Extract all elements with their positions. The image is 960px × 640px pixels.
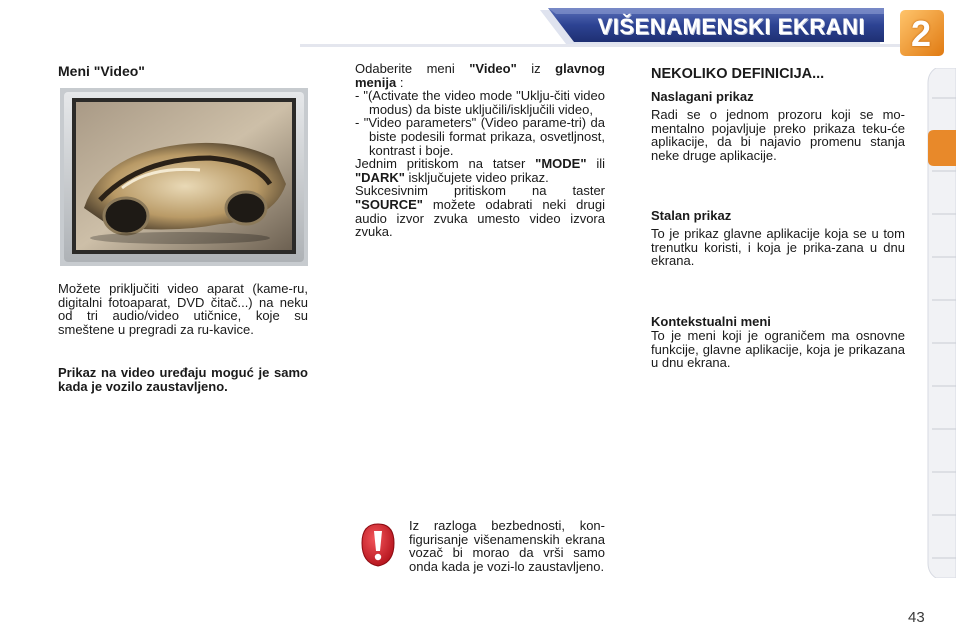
definitions-heading: NEKOLIKO DEFINICIJA... (651, 66, 825, 82)
source-line (355, 184, 605, 238)
chapter-tab-strip (926, 68, 956, 578)
exclamation-icon (360, 523, 396, 567)
definition-term: Kontekstualni meni (651, 314, 771, 329)
page-number: 43 (908, 609, 925, 626)
intro-prefix: Odaberite meni (355, 61, 455, 76)
chapter-number: 2 (910, 13, 932, 54)
mode-key-label: "MODE" (535, 156, 587, 172)
definition-text: To je meni koji je ograničem ma osnovne funkcije, glavne aplikacije, koja je prikazana u dnu ekrana. (651, 328, 905, 371)
intro-suffix: : (399, 74, 404, 90)
section-heading-video-menu: Meni "Video" (58, 63, 145, 79)
safety-warning-text: Iz razloga bezbednosti, kon-figurisanje višenamenskih ekrana vozač bi morao da vrši samo onda kada je vozi-lo zaustavljeno. (409, 518, 605, 574)
video-screen-image (60, 88, 308, 266)
source-prefix: Sukcesivnim pritiskom na taster (355, 183, 605, 199)
definition-text: To je prikaz glavne aplikacije koja se u tom trenutku koristi, i koja je prika-zana u dnu ekrana. (651, 226, 905, 269)
intro-main-menu-label: glavnog menija (355, 61, 605, 90)
dark-key-label: "DARK" (355, 169, 405, 185)
intro-mid: iz (531, 61, 541, 76)
page-title: VIŠENAMENSKI EKRANI (597, 14, 865, 39)
intro-video-label: "Video" (469, 61, 517, 76)
source-suffix: možete odabrati neki drugi audio izvor zvuka umesto video izvora zvuka. (355, 196, 605, 240)
video-menu-instructions (355, 62, 605, 239)
list-item-video-parameters: - "Video parameters" (Video parame-tri) da biste podesili format prikaza, osvetljnost, kontrast i boje. (355, 115, 605, 158)
press-prefix: Jednim pritiskom na tatser (355, 156, 526, 172)
video-stationary-note: Prikaz na video uređaju moguć je samo kada je vozilo zaustavljeno. (58, 365, 308, 394)
source-key-label: "SOURCE" (355, 196, 423, 212)
mode-dark-line (355, 157, 605, 184)
press-suffix: isključujete video prikaz. (408, 169, 549, 185)
definition-term: Naslagani prikaz (651, 89, 754, 104)
press-mid: ili (596, 156, 605, 172)
definition-text: Radi se o jednom prozoru koji se mo-mentalno pojavljuje preko prikaza teku-će aplikacije, da bi najavio promenu stanja neke druge aplikacije. (651, 107, 905, 163)
list-item-activate-video: - "(Activate the video mode "Uklju-čiti video modus) da biste uključili/isključili video, (355, 88, 605, 117)
definition-term: Stalan prikaz (651, 208, 732, 223)
intro-line (355, 62, 605, 89)
video-devices-paragraph: Možete priključiti video aparat (kame-ru, digitalni fotoaparat, DVD čitač...) na neku od tri audio/video utičnice, koje su smeštene u pregradi za ru-kavice. (58, 281, 308, 337)
